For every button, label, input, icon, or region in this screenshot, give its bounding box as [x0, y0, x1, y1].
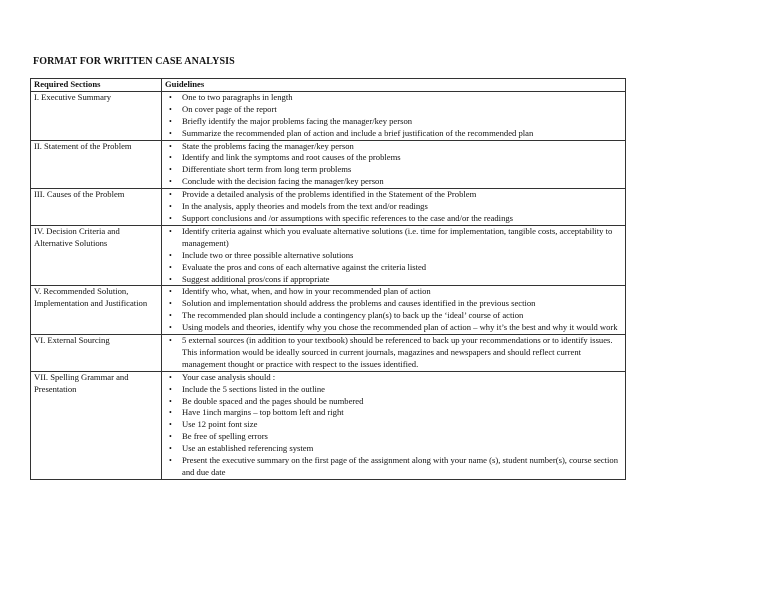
guideline-list [165, 335, 623, 371]
guideline-item: • In the analysis, apply theories and models from the text and/or readings [165, 201, 623, 213]
guideline-item: • Summarize the recommended plan of action and include a brief justification of the recommended plan [165, 128, 623, 140]
guideline-list [165, 92, 623, 140]
guideline-item: • Identify and link the symptoms and root causes of the problems [165, 152, 623, 164]
header-guidelines: Guidelines [162, 79, 626, 92]
section-name: I. Executive Summary [31, 91, 162, 140]
table-row [31, 286, 626, 335]
guideline-item: • Your case analysis should : [165, 372, 623, 384]
guideline-item: • Using models and theories, identify why you chose the recommended plan of action – why it’s the best and why it would work [165, 322, 623, 334]
table-row [31, 225, 626, 286]
guideline-item: • Evaluate the pros and cons of each alternative against the criteria listed [165, 262, 623, 274]
guidelines-cell [162, 335, 626, 372]
guideline-item: • Include the 5 sections listed in the outline [165, 384, 623, 396]
guideline-list [165, 189, 623, 225]
table-row [31, 335, 626, 372]
header-required-sections: Required Sections [31, 79, 162, 92]
guidelines-cell [162, 140, 626, 189]
table-row [31, 189, 626, 226]
table-row [31, 91, 626, 140]
guideline-list [165, 286, 623, 334]
guideline-list [165, 226, 623, 286]
guidelines-cell [162, 225, 626, 286]
section-name: II. Statement of the Problem [31, 140, 162, 189]
guideline-item: • Have 1inch margins – top bottom left and right [165, 407, 623, 419]
section-name: VII. Spelling Grammar and Presentation [31, 371, 162, 479]
guideline-item: • On cover page of the report [165, 104, 623, 116]
table-row [31, 140, 626, 189]
guideline-item: • One to two paragraphs in length [165, 92, 623, 104]
guideline-item: • Conclude with the decision facing the manager/key person [165, 176, 623, 188]
guideline-list [165, 141, 623, 189]
guideline-item: • Differentiate short term from long term problems [165, 164, 623, 176]
guideline-item: • Use 12 point font size [165, 419, 623, 431]
guideline-item: • 5 external sources (in addition to your textbook) should be referenced to back up your recommendations or to identify issues. This information would be ideally sourced in current journals, magazines and newspapers and should reflect current management thought or practice with respect to the issues identified. [165, 335, 623, 371]
guideline-item: • Include two or three possible alternative solutions [165, 250, 623, 262]
section-name: V. Recommended Solution, Implementation and Justification [31, 286, 162, 335]
guidelines-cell [162, 91, 626, 140]
guideline-item: • Solution and implementation should address the problems and causes identified in the previous section [165, 298, 623, 310]
guideline-item: • Briefly identify the major problems facing the manager/key person [165, 116, 623, 128]
guideline-item: • State the problems facing the manager/key person [165, 141, 623, 153]
guideline-item: • Identify who, what, when, and how in your recommended plan of action [165, 286, 623, 298]
section-name: VI. External Sourcing [31, 335, 162, 372]
guideline-item: • Support conclusions and /or assumptions with specific references to the case and/or the readings [165, 213, 623, 225]
case-analysis-table [30, 78, 626, 480]
guideline-item: • Identify criteria against which you evaluate alternative solutions (i.e. time for implementation, tangible costs, acceptability to management) [165, 226, 623, 250]
section-name: IV. Decision Criteria and Alternative Solutions [31, 225, 162, 286]
guideline-list [165, 372, 623, 479]
guideline-item: • Provide a detailed analysis of the problems identified in the Statement of the Problem [165, 189, 623, 201]
table-header-row [31, 79, 626, 92]
table-row [31, 371, 626, 479]
guidelines-cell [162, 189, 626, 226]
section-name: III. Causes of the Problem [31, 189, 162, 226]
guideline-item: • Be free of spelling errors [165, 431, 623, 443]
document-title: FORMAT FOR WRITTEN CASE ANALYSIS [33, 56, 235, 67]
guidelines-cell [162, 371, 626, 479]
guideline-item: • Suggest additional pros/cons if appropriate [165, 274, 623, 286]
guideline-item: • Use an established referencing system [165, 443, 623, 455]
guidelines-cell [162, 286, 626, 335]
guideline-item: • Present the executive summary on the first page of the assignment along with your name (s), student number(s), course section and due date [165, 455, 623, 479]
guideline-item: • Be double spaced and the pages should be numbered [165, 396, 623, 408]
guideline-item: • The recommended plan should include a contingency plan(s) to back up the ‘ideal’ course of action [165, 310, 623, 322]
